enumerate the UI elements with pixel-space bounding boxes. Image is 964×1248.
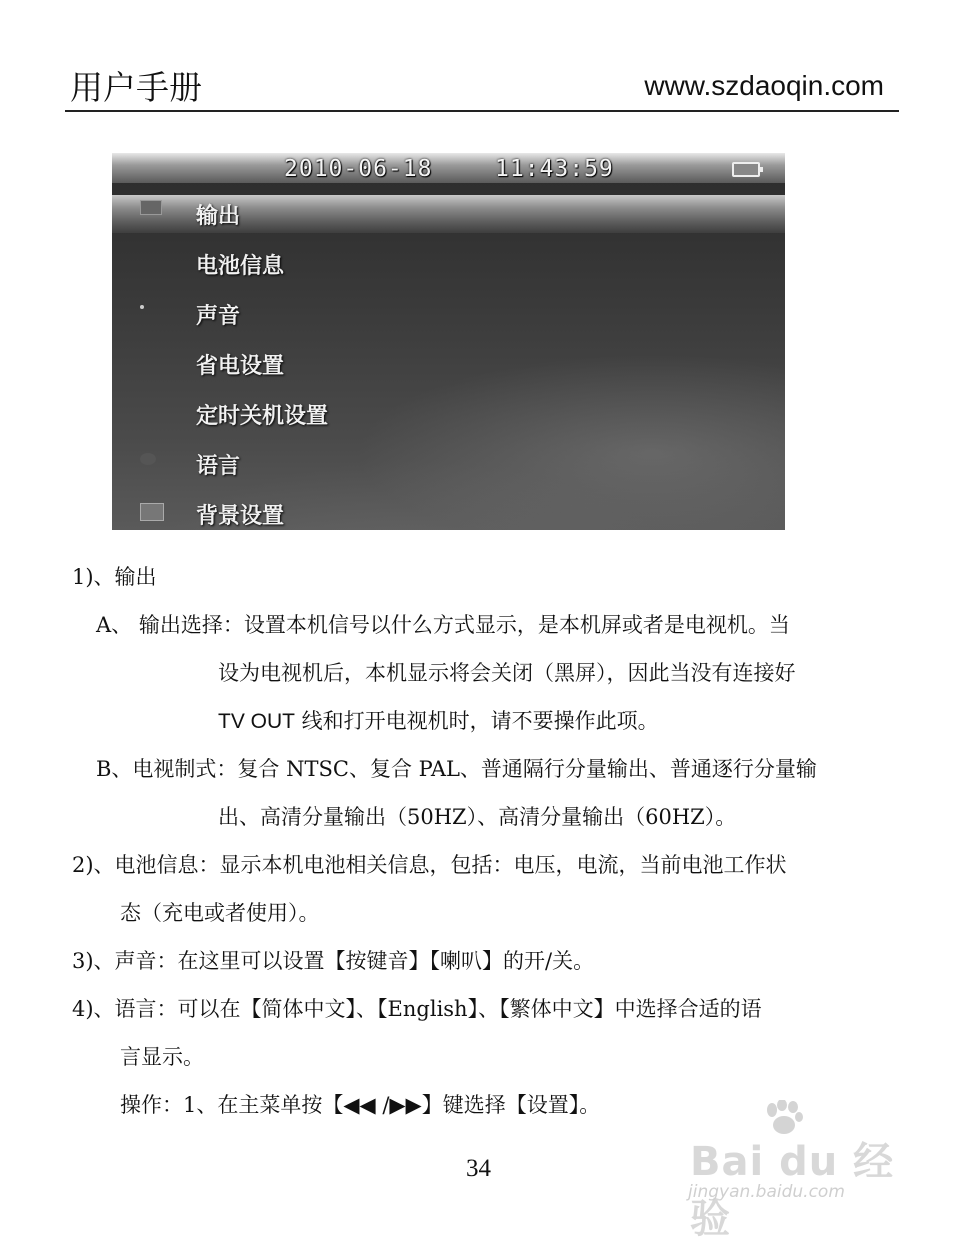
section-1b-line-2: 出、高清分量输出（50HZ）、高清分量输出（60HZ）。 [218, 805, 737, 829]
section-1a-line-2: 设为电视机后，本机显示将会关闭（黑屏），因此当没有连接好 [218, 661, 796, 685]
header-divider [65, 110, 899, 112]
section-1-title: 1)、输出 [72, 565, 157, 589]
operation-line: 操作：1、在主菜单按【◀◀ /▶▶】键选择【设置】。 [120, 1093, 601, 1117]
menu-item-language[interactable]: 语言 [196, 454, 241, 479]
battery-icon [732, 162, 760, 177]
section-4-line-1: 4)、语言：可以在【简体中文】、【English】、【繁体中文】中选择合适的语 [72, 997, 762, 1021]
baidu-watermark [686, 1100, 916, 1242]
section-1a-line-1: A、 输出选择：设置本机信号以什么方式显示，是本机屏或者是电视机。当 [96, 613, 790, 637]
monitor-icon [140, 200, 162, 215]
header-title: 用户手册 [70, 68, 202, 107]
page-number: 34 [466, 1155, 491, 1182]
device-time: 11:43:59 [495, 156, 614, 182]
device-screenshot [112, 153, 785, 530]
section-1a-line-3 [218, 706, 659, 737]
device-date: 2010-06-18 [284, 156, 433, 182]
section-2-line-2: 态（充电或者使用）。 [120, 901, 320, 925]
watermark-url: jingyan.baidu.com [688, 1182, 845, 1202]
menu-item-output[interactable]: 输出 [196, 204, 241, 229]
menu-item-sound[interactable]: 声音 [196, 304, 241, 329]
section-3-line-1: 3)、声音：在这里可以设置【按键音】【喇叭】的开/关。 [72, 949, 595, 973]
watermark-brand: Bai du 经验 [690, 1139, 895, 1242]
menu-item-battery-info[interactable]: 电池信息 [196, 254, 285, 279]
section-2-line-1: 2)、电池信息：显示本机电池相关信息，包括：电压，电流，当前电池工作状 [72, 853, 787, 877]
tv-out-term: TV OUT [218, 710, 295, 733]
device-status-bar [112, 153, 785, 183]
menu-item-timed-shutdown[interactable]: 定时关机设置 [196, 404, 329, 429]
menu-item-background[interactable]: 背景设置 [196, 504, 285, 529]
menu-item-power-saving[interactable]: 省电设置 [196, 354, 285, 379]
header-url: www.szdaoqin.com [644, 70, 884, 101]
section-4-line-2: 言显示。 [120, 1045, 204, 1069]
section-1a-line-3-text: 线和打开电视机时，请不要操作此项。 [295, 709, 659, 733]
picture-icon [140, 503, 164, 521]
section-1b-line-1: B、电视制式：复合 NTSC、复合 PAL、普通隔行分量输出、普通逐行分量输 [96, 757, 817, 781]
speaker-icon [140, 305, 144, 309]
globe-icon [140, 453, 156, 465]
